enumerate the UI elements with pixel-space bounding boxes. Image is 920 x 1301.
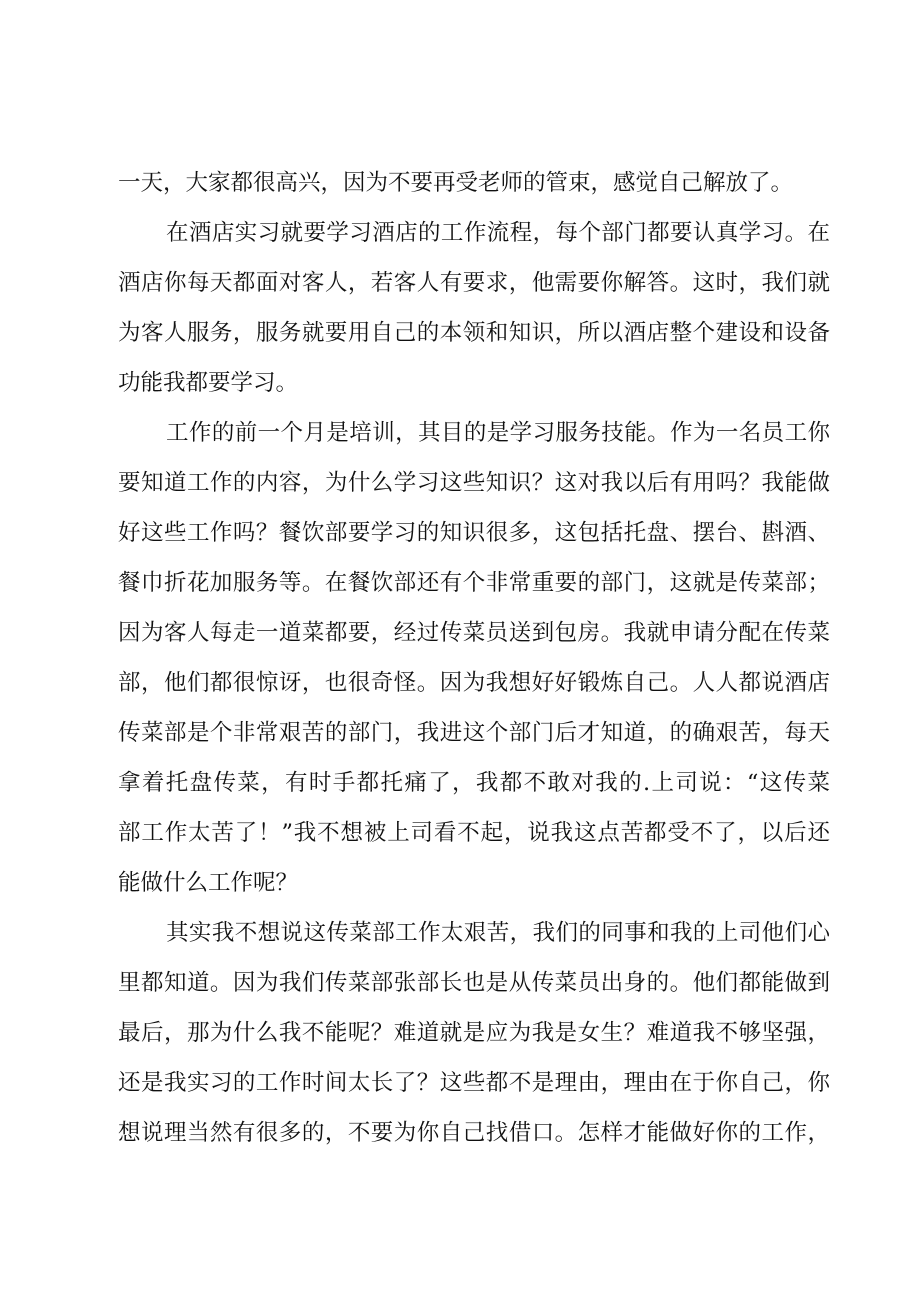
paragraph-2-line-4: 功能我都要学习。 xyxy=(118,370,299,396)
paragraph-3-line-7: 传菜部是个非常艰苦的部门，我进这个部门后才知道，的确艰苦，每天 xyxy=(118,720,830,746)
paragraph-3-line-9: 部工作太苦了！”我不想被上司看不起，说我这点苦都受不了，以后还 xyxy=(118,820,830,846)
paragraph-4-line-1: 其实我不想说这传菜部工作太艰苦，我们的同事和我的上司他们心 xyxy=(166,920,830,946)
paragraph-3-line-6: 部，他们都很惊讶，也很奇怪。因为我想好好锻炼自己。人人都说酒店 xyxy=(118,670,830,696)
paragraph-3-line-2: 要知道工作的内容，为什么学习这些知识？这对我以后有用吗？我能做 xyxy=(118,470,830,496)
paragraph-3-line-8: 拿着托盘传菜，有时手都托痛了，我都不敢对我的.上司说：“这传菜 xyxy=(118,770,830,796)
paragraph-3-line-3: 好这些工作吗？餐饮部要学习的知识很多，这包括托盘、摆台、斟酒、 xyxy=(118,520,830,546)
paragraph-2-line-2: 酒店你每天都面对客人，若客人有要求，他需要你解答。这时，我们就 xyxy=(118,270,830,296)
paragraph-3-line-5: 因为客人每走一道菜都要，经过传菜员送到包房。我就申请分配在传菜 xyxy=(118,620,830,646)
paragraph-4-line-5: 想说理当然有很多的，不要为你自己找借口。怎样才能做好你的工作， xyxy=(118,1120,830,1146)
paragraph-3-line-10: 能做什么工作呢？ xyxy=(118,870,299,896)
paragraph-1-line-1: 一天，大家都很高兴，因为不要再受老师的管束，感觉自己解放了。 xyxy=(118,170,794,196)
paragraph-4-line-2: 里都知道。因为我们传菜部张部长也是从传菜员出身的。他们都能做到 xyxy=(118,970,830,996)
paragraph-2-line-1: 在酒店实习就要学习酒店的工作流程，每个部门都要认真学习。在 xyxy=(166,220,830,246)
paragraph-2-line-3: 为客人服务，服务就要用自己的本领和知识，所以酒店整个建设和设备 xyxy=(118,320,830,346)
paragraph-3-line-4: 餐巾折花加服务等。在餐饮部还有个非常重要的部门，这就是传菜部； xyxy=(118,570,830,596)
paragraph-4-line-4: 还是我实习的工作时间太长了？这些都不是理由，理由在于你自己，你 xyxy=(118,1070,830,1096)
paragraph-4-line-3: 最后，那为什么我不能呢？难道就是应为我是女生？难道我不够坚强， xyxy=(118,1020,830,1046)
paragraph-3-line-1: 工作的前一个月是培训，其目的是学习服务技能。作为一名员工你 xyxy=(166,420,830,446)
document-page xyxy=(118,0,830,1301)
